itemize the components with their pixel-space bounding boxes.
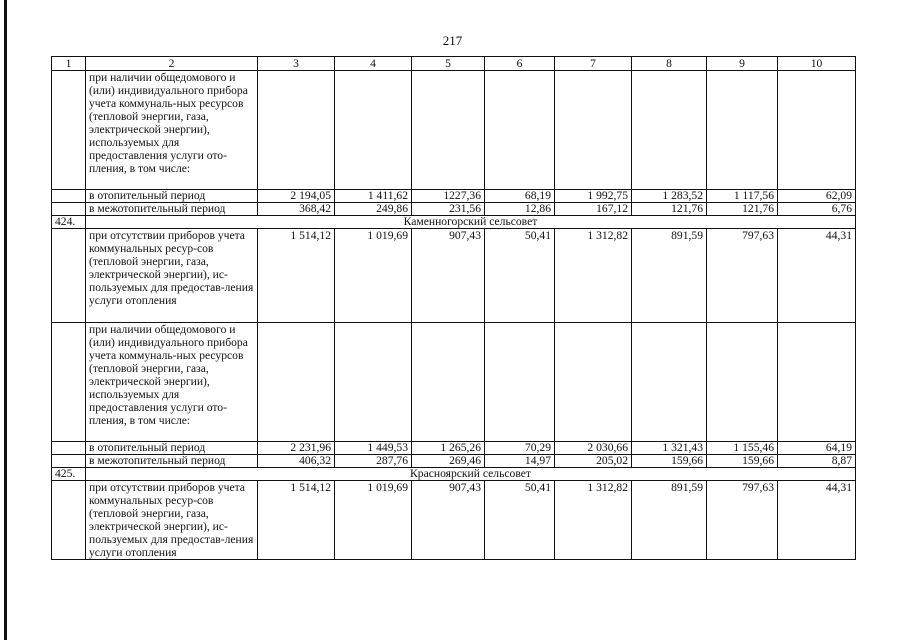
table-cell: 287,76 bbox=[335, 455, 412, 468]
table-cell: 8,87 bbox=[778, 455, 856, 468]
table-cell: 1 321,43 bbox=[632, 442, 707, 455]
table-row bbox=[52, 203, 856, 216]
section-title: Каменногорский сельсовет bbox=[86, 216, 856, 229]
table-cell: 231,56 bbox=[412, 203, 485, 216]
table-cell: 2 231,96 bbox=[258, 442, 335, 455]
table-cell: 1 514,12 bbox=[258, 481, 335, 560]
table-cell: 50,41 bbox=[485, 481, 555, 560]
column-header: 10 bbox=[778, 57, 856, 71]
table-cell: 891,59 bbox=[632, 481, 707, 560]
column-header: 4 bbox=[335, 57, 412, 71]
table-cell: 159,66 bbox=[632, 455, 707, 468]
table-row bbox=[52, 229, 856, 323]
section-number: 424. bbox=[52, 216, 86, 229]
table-cell: 68,19 bbox=[485, 190, 555, 203]
table-cell: 64,19 bbox=[778, 442, 856, 455]
table-cell: 1 992,75 bbox=[555, 190, 632, 203]
period-label: в межотопительный период bbox=[86, 203, 258, 216]
section-title: Красноярский сельсовет bbox=[86, 468, 856, 481]
row-description: при наличии общедомового и (или) индивидуального прибора учета коммуналь-ных ресурсов (тепловой энергии, газа, электрической энергии), используемых для предоставления услуги ото-пления, в том числе: bbox=[86, 323, 258, 442]
table-row bbox=[52, 323, 856, 442]
column-header: 7 bbox=[555, 57, 632, 71]
table-cell: 1227,36 bbox=[412, 190, 485, 203]
table-cell: 121,76 bbox=[632, 203, 707, 216]
table-cell: 167,12 bbox=[555, 203, 632, 216]
column-header: 9 bbox=[707, 57, 778, 71]
table-cell: 1 117,56 bbox=[707, 190, 778, 203]
table-cell: 6,76 bbox=[778, 203, 856, 216]
table-cell: 1 019,69 bbox=[335, 229, 412, 323]
binding-margin-line bbox=[4, 0, 7, 640]
column-header: 8 bbox=[632, 57, 707, 71]
table-cell: 121,76 bbox=[707, 203, 778, 216]
table-cell: 891,59 bbox=[632, 229, 707, 323]
column-header: 2 bbox=[86, 57, 258, 71]
table-cell: 249,86 bbox=[335, 203, 412, 216]
tariff-table bbox=[51, 56, 856, 560]
table-cell: 1 019,69 bbox=[335, 481, 412, 560]
section-row bbox=[52, 468, 856, 481]
table-cell: 368,42 bbox=[258, 203, 335, 216]
table-cell: 62,09 bbox=[778, 190, 856, 203]
table-cell: 1 312,82 bbox=[555, 229, 632, 323]
table-cell: 12,86 bbox=[485, 203, 555, 216]
table-cell: 44,31 bbox=[778, 481, 856, 560]
table-cell: 1 514,12 bbox=[258, 229, 335, 323]
table-cell: 205,02 bbox=[555, 455, 632, 468]
period-label: в отопительный период bbox=[86, 190, 258, 203]
column-header: 3 bbox=[258, 57, 335, 71]
row-description: при наличии общедомового и (или) индивидуального прибора учета коммуналь-ных ресурсов (тепловой энергии, газа, электрической энергии), используемых для предоставления услуги ото-пления, в том числе: bbox=[86, 71, 258, 190]
section-number: 425. bbox=[52, 468, 86, 481]
page-number: 217 bbox=[442, 33, 463, 48]
table-cell: 50,41 bbox=[485, 229, 555, 323]
table-cell: 1 312,82 bbox=[555, 481, 632, 560]
section-row bbox=[52, 216, 856, 229]
table-cell: 1 155,46 bbox=[707, 442, 778, 455]
table-cell: 1 265,26 bbox=[412, 442, 485, 455]
table-cell: 44,31 bbox=[778, 229, 856, 323]
period-label: в межотопительный период bbox=[86, 455, 258, 468]
table-cell: 1 411,62 bbox=[335, 190, 412, 203]
table-cell: 797,63 bbox=[707, 481, 778, 560]
table-cell: 1 449,53 bbox=[335, 442, 412, 455]
table-cell: 269,46 bbox=[412, 455, 485, 468]
column-header: 1 bbox=[52, 57, 86, 71]
row-description: при отсутствии приборов учета коммунальных ресур-сов (тепловой энергии, газа, электрической энергии), ис-пользуемых для предостав-ления услуги отопления bbox=[86, 481, 258, 560]
table-row bbox=[52, 455, 856, 468]
table-cell: 70,29 bbox=[485, 442, 555, 455]
table-cell: 14,97 bbox=[485, 455, 555, 468]
period-label: в отопительный период bbox=[86, 442, 258, 455]
table-row bbox=[52, 442, 856, 455]
table-cell: 2 030,66 bbox=[555, 442, 632, 455]
table-cell: 1 283,52 bbox=[632, 190, 707, 203]
table-cell: 406,32 bbox=[258, 455, 335, 468]
table-row bbox=[52, 71, 856, 190]
row-description: при отсутствии приборов учета коммунальных ресур-сов (тепловой энергии, газа, электрической энергии), ис-пользуемых для предостав-ления услуги отопления bbox=[86, 229, 258, 323]
table-cell: 159,66 bbox=[707, 455, 778, 468]
table-cell: 907,43 bbox=[412, 481, 485, 560]
table-row bbox=[52, 481, 856, 560]
table-cell: 797,63 bbox=[707, 229, 778, 323]
column-number-row bbox=[52, 57, 856, 71]
table-cell: 2 194,05 bbox=[258, 190, 335, 203]
table-row bbox=[52, 190, 856, 203]
table-cell: 907,43 bbox=[412, 229, 485, 323]
column-header: 6 bbox=[485, 57, 555, 71]
column-header: 5 bbox=[412, 57, 485, 71]
